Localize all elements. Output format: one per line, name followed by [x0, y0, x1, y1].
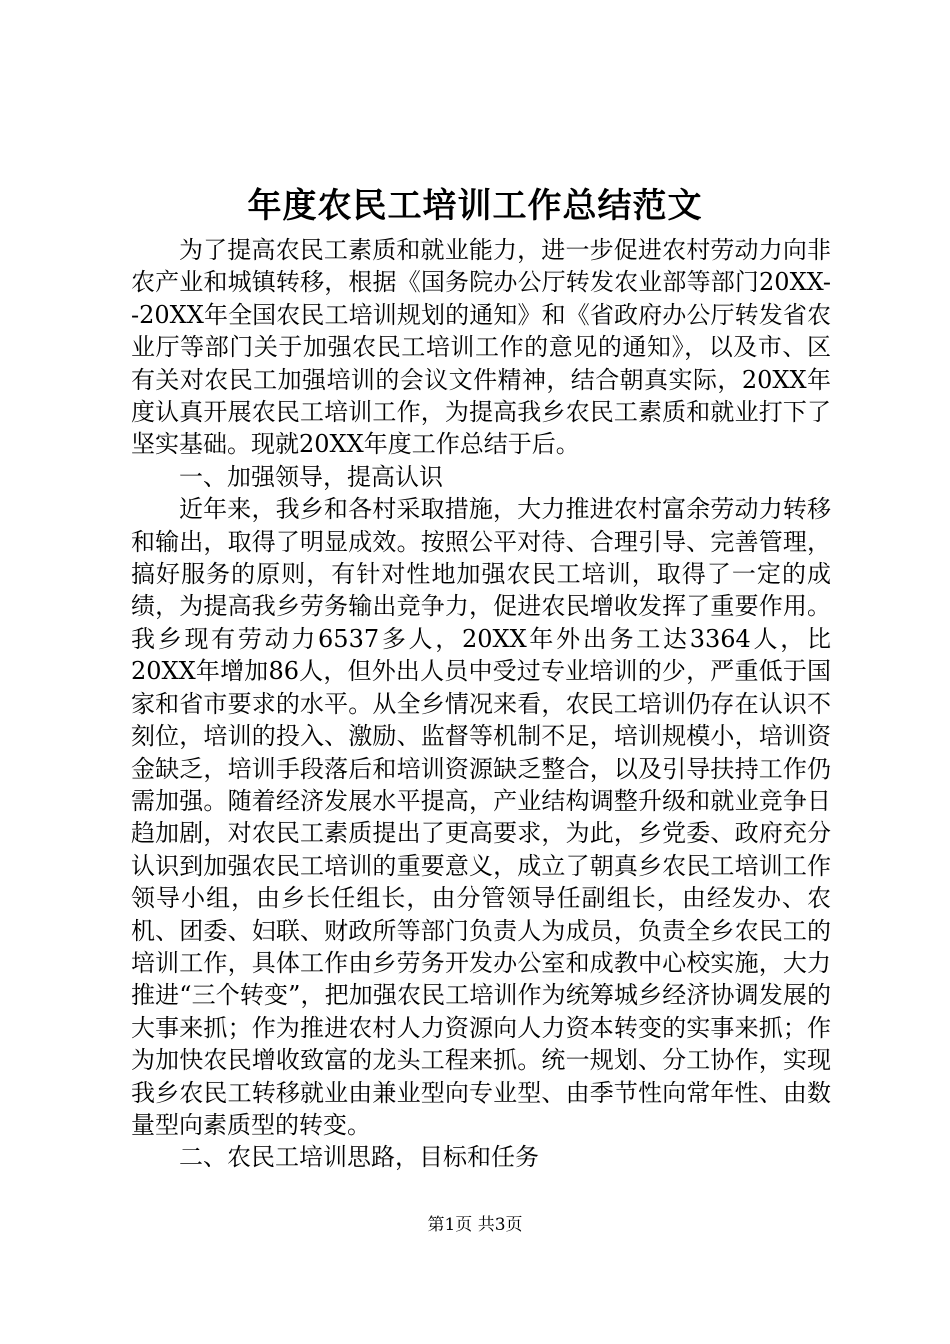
page-footer: 第1页 共3页	[427, 1215, 523, 1235]
paragraph-section-1: 近年来，我乡和各村采取措施，大力推进农村富余劳动力转移和输出，取得了明显成效。按照公平对待、合理引导、完善管理，搞好服务的原则，有针对性地加强农民工培训，取得了一定的成绩，为提高我乡劳务输出竞争力，促进农民增收发挥了重要作用。我乡现有劳动力6537多人，20XX年外出务工达3364人，比20XX年增加86人，但外出人员中受过专业培训的少，严重低于国家和省市要求的水平。从全乡情况来看，农民工培训仍存在认识不刻位，培训的投入、激励、监督等机制不足，培训规模小，培训资金缺乏，培训手段落后和培训资源缺乏整合，以及引导扶持工作仍需加强。随着经济发展水平提高，产业结构调整升级和就业竞争日趋加剧，对农民工素质提出了更高要求，为此，乡党委、政府充分认识到加强农民工培训的重要意义，成立了朝真乡农民工培训工作领导小组，由乡长任组长，由分管领导任副组长，由经发办、农机、团委、妇联、财政所等部门负责人为成员，负责全乡农民工的培训工作，具体工作由乡劳务开发办公室和成教中心校实施，大力推进“三个转变”，把加强农民工培训作为统筹城乡经济协调发展的大事来抓；作为推进农村人力资源向人力资本转变的实事来抓；作为加快农民增收致富的龙头工程来抓。统一规划、分工协作，实现我乡农民工转移就业由兼业型向专业型、由季节性向常年性、由数量型向素质型的转变。	[131, 495, 831, 1139]
section-heading-1: 一、加强领导，提高认识	[179, 462, 443, 491]
paragraph-intro: 为了提高农民工素质和就业能力，进一步促进农村劳动力向非农产业和城镇转移，根据《国务院办公厅转发农业部等部门20XX--20XX年全国农民工培训规划的通知》和《省政府办公厅转发省农业厅等部门关于加强农民工培训工作的意见的通知》，以及市、区有关对农民工加强培训的会议文件精神，结合朝真实际，20XX年度认真开展农民工培训工作，为提高我乡农民工素质和就业打下了坚实基础。现就20XX年度工作总结于后。	[131, 236, 831, 459]
document-title: 年度农民工培训工作总结范文	[247, 186, 703, 226]
section-heading-2: 二、农民工培训思路，目标和任务	[179, 1143, 539, 1172]
document-body	[131, 234, 831, 1174]
